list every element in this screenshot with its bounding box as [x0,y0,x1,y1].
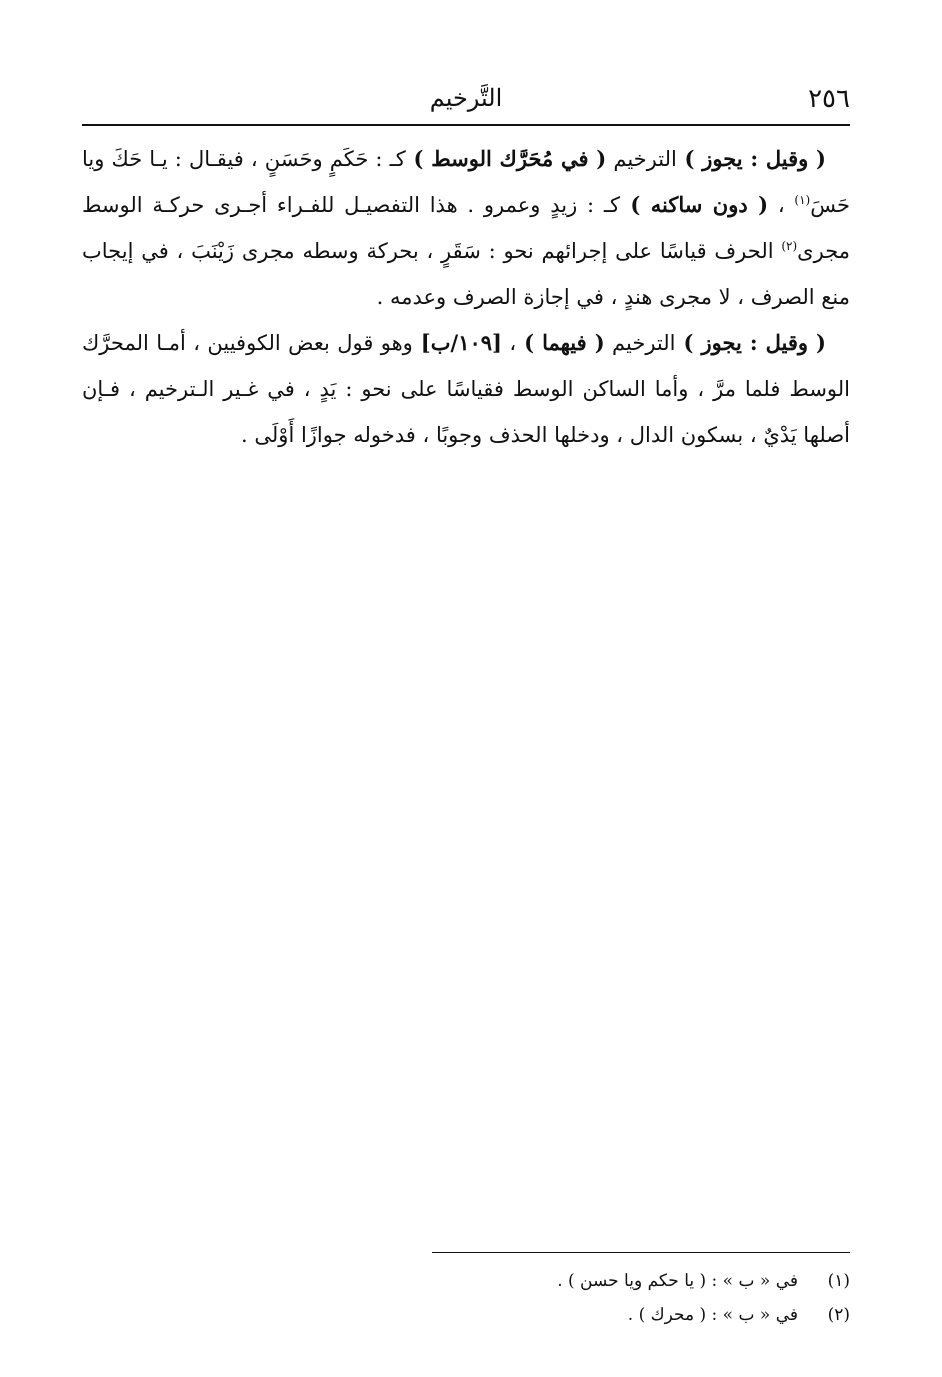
footnote-text: في « ب » : ( محرك ) . [627,1305,798,1325]
header-rule [82,124,850,126]
footnote-2 [82,1298,850,1332]
page-number: ٢٥٦ [808,84,850,114]
bold-phrase: ( وقيل : يجوز ) [676,146,826,171]
running-title: التَّرخيم [429,84,503,112]
footnote-rule [432,1252,850,1253]
footnote-number: (٢) [827,1305,850,1325]
page-header [82,84,850,124]
paragraph-2 [82,320,850,458]
text-run: ، [768,193,795,217]
text-run: كـ : حَكَمٍ وحَسَنٍ ، فيقـال : يـا حَكَ ويا حَسَ [82,147,850,217]
text-run: الترخيم [604,331,676,355]
text-run: الترخيم [606,147,677,171]
text-run: كـ : زيدٍ وعمرو . هذا التفصيـل للفـراء أجـرى حركـة الوسط مجرى [82,193,850,263]
text-run: الحرف قياسًا على إجرائهم نحو : سَقَرٍ ، بحركة وسطه مجرى زَيْنَبَ ، في إيجاب منع الصرف ، لا مجرى هندٍ ، في إجازة الصرف وعدمه . [82,239,850,309]
footnote-text: في « ب » : ( يا حكم ويا حسن ) . [557,1271,798,1291]
bold-phrase: ( فيهما ) [516,330,605,355]
body-text [82,136,850,458]
paragraph-1 [82,136,850,320]
footnote-number: (١) [827,1271,850,1291]
footnote-marker: (٢) [781,239,798,253]
bold-phrase: ( في مُحَرَّك الوسط ) [405,146,607,171]
bold-phrase: [١٠٩/ب] [412,330,502,355]
text-run: ، [501,331,517,355]
footnote-marker: (١) [794,193,811,207]
bold-phrase: ( دون ساكنه ) [620,192,769,217]
bold-phrase: ( وقيل : يجوز ) [675,330,826,355]
text-run: وهو قول بعض الكوفيين ، أمـا المحرَّك الوسط فلما مرَّ ، وأما الساكن الوسط فقياسًا على نحو : يَدٍ ، في غـير الـترخيم ، فـإن أصلها يَدْيٌ ، بسكون الدال ، ودخلها الحذف وجوبًا ، فدخوله جوازًا أَوْلَى . [82,331,850,447]
footnotes [82,1264,850,1332]
footnote-1 [82,1264,850,1298]
